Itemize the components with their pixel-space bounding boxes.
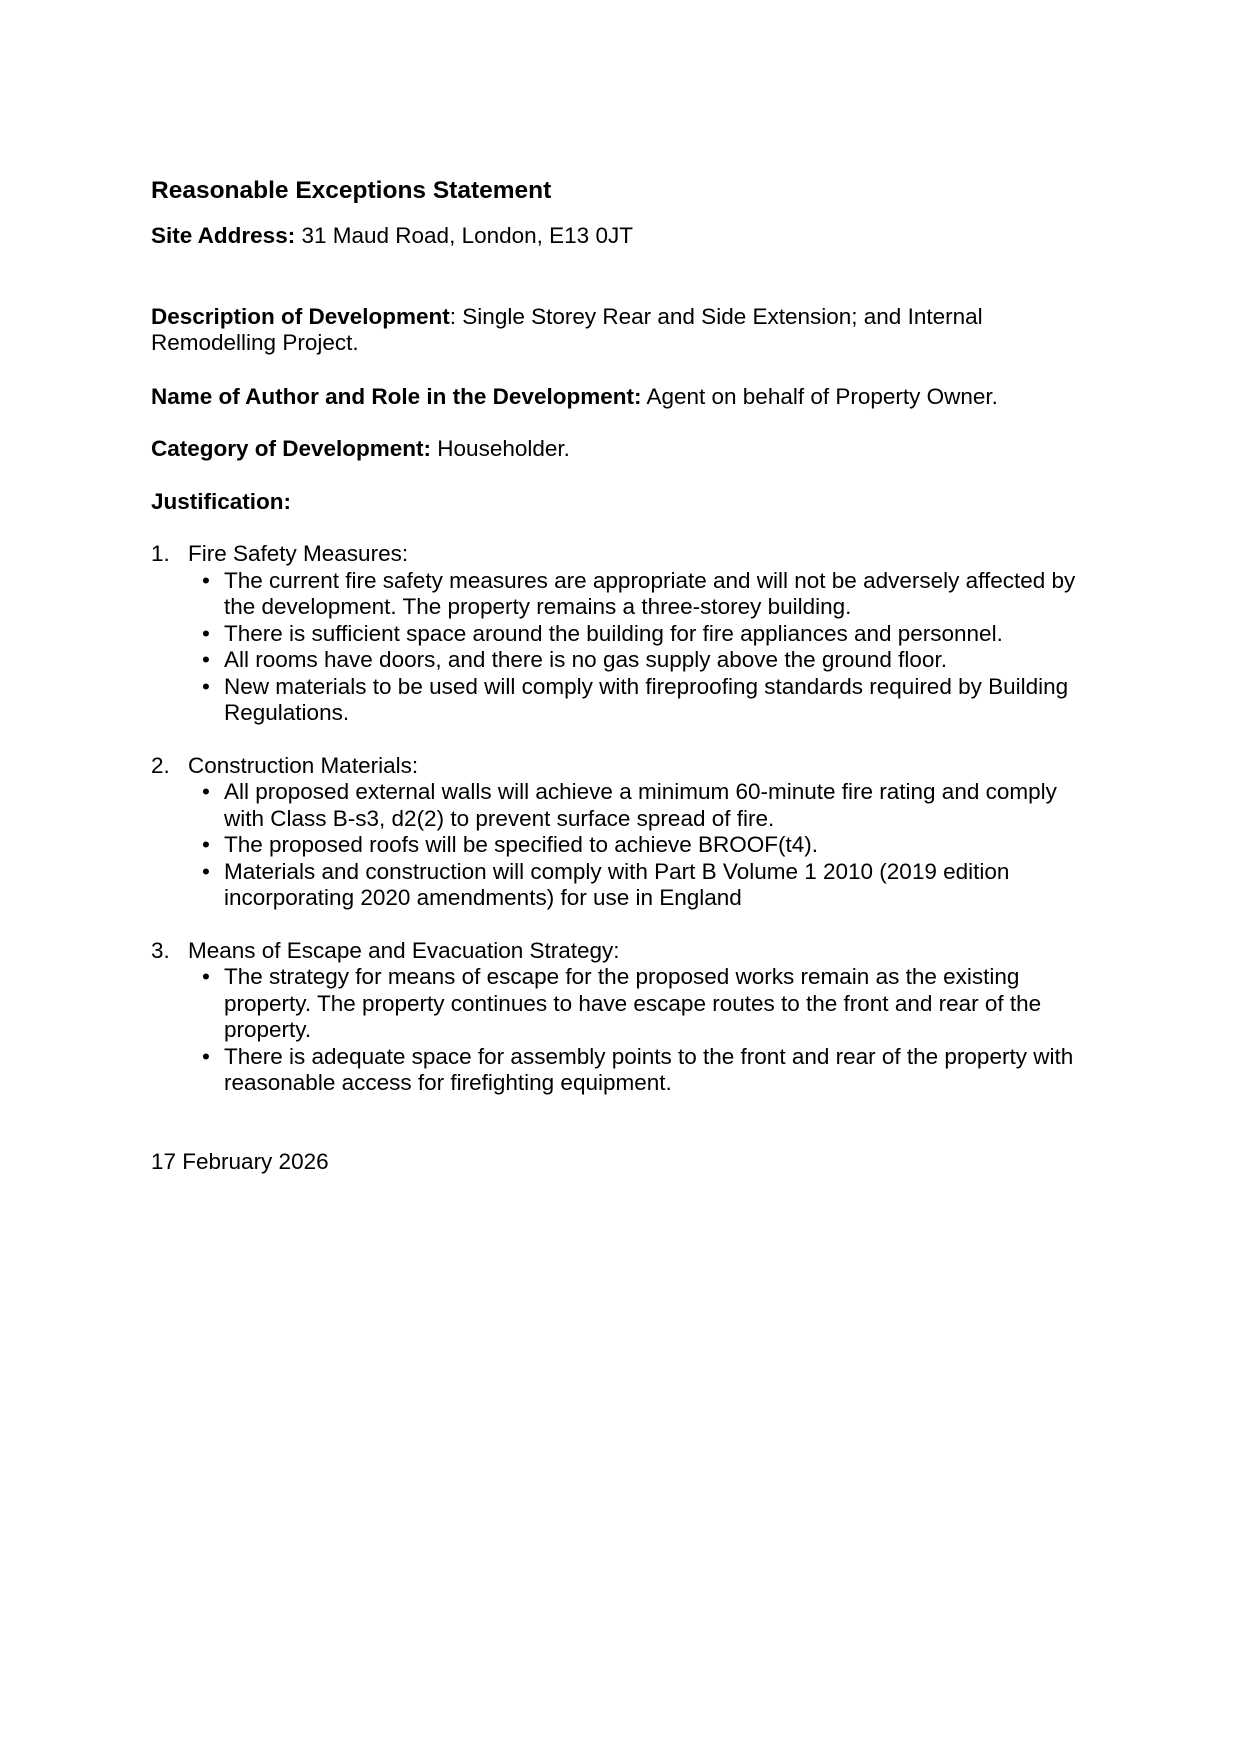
site-address-label: Site Address: bbox=[151, 223, 296, 248]
author-value: Agent on behalf of Property Owner. bbox=[641, 383, 998, 409]
section-number: 1. bbox=[151, 541, 170, 566]
list-item bbox=[188, 568, 1101, 621]
list-item bbox=[188, 832, 1101, 859]
justification-section-construction-materials bbox=[151, 753, 1101, 912]
description-label: Description of Development bbox=[151, 303, 450, 329]
document-page bbox=[151, 176, 1101, 1175]
list-item-text: The proposed roofs will be specified to achieve BROOF(t4). bbox=[224, 832, 819, 857]
section-heading bbox=[151, 938, 1101, 965]
document-title: Reasonable Exceptions Statement bbox=[151, 177, 552, 204]
list-item bbox=[188, 859, 1101, 912]
justification-section-fire-safety bbox=[151, 541, 1101, 727]
list-item bbox=[188, 674, 1101, 727]
list-item bbox=[188, 964, 1101, 1044]
list-item-text: New materials to be used will comply with fireproofing standards required by Building Regulations. bbox=[224, 673, 1069, 725]
list-item bbox=[188, 647, 1101, 674]
list-item bbox=[188, 621, 1101, 648]
section-number: 2. bbox=[151, 752, 170, 778]
section-number: 3. bbox=[151, 937, 170, 963]
list-item-text: There is adequate space for assembly points to the front and rear of the property with reasonable access for firefighting equipment. bbox=[224, 1043, 1074, 1095]
category-value: Householder. bbox=[431, 436, 570, 461]
section-title: Fire Safety Measures: bbox=[188, 541, 409, 566]
author-label: Name of Author and Role in the Development: bbox=[151, 383, 642, 409]
justification-section-means-of-escape bbox=[151, 938, 1101, 1097]
development-description bbox=[151, 304, 1101, 357]
category-label: Category of Development: bbox=[151, 436, 432, 461]
bullet-icon: • bbox=[202, 673, 210, 699]
list-item bbox=[188, 779, 1101, 832]
section-heading bbox=[151, 753, 1101, 780]
list-item-text: The current fire safety measures are appropriate and will not be adversely affected by the development. The property remains a three-storey building. bbox=[224, 567, 1076, 619]
section-title: Means of Escape and Evacuation Strategy: bbox=[188, 937, 620, 963]
list-item-text: All rooms have doors, and there is no gas supply above the ground floor. bbox=[224, 647, 947, 672]
bullet-icon: • bbox=[202, 858, 210, 884]
bullet-list bbox=[151, 964, 1101, 1097]
section-title: Construction Materials: bbox=[188, 752, 419, 778]
bullet-list bbox=[151, 779, 1101, 912]
bullet-icon: • bbox=[202, 647, 210, 672]
list-item-text: All proposed external walls will achieve a minimum 60-minute fire rating and comply with Class B-s3, d2(2) to prevent surface spread of fire. bbox=[224, 779, 1057, 831]
development-category bbox=[151, 436, 1101, 463]
site-address bbox=[151, 223, 1101, 250]
section-heading bbox=[151, 541, 1101, 568]
description-value: : Single Storey Rear and Side Extension; and Internal Remodelling Project. bbox=[151, 303, 983, 355]
document-date: 17 February 2026 bbox=[151, 1148, 329, 1174]
bullet-icon: • bbox=[202, 832, 210, 857]
list-item-text: The strategy for means of escape for the proposed works remain as the existing property. The property continues to have escape routes to the front and rear of the property. bbox=[224, 964, 1042, 1042]
bullet-icon: • bbox=[202, 779, 210, 804]
justification-heading: Justification: bbox=[151, 488, 292, 514]
bullet-list bbox=[151, 568, 1101, 727]
site-address-value: 31 Maud Road, London, E13 0JT bbox=[295, 223, 633, 248]
bullet-icon: • bbox=[202, 964, 210, 989]
list-item-text: Materials and construction will comply with Part B Volume 1 2010 (2019 edition incorporating 2020 amendments) for use in England bbox=[224, 858, 1010, 910]
bullet-icon: • bbox=[202, 1043, 210, 1069]
list-item bbox=[188, 1044, 1101, 1097]
bullet-icon: • bbox=[202, 620, 210, 646]
list-item-text: There is sufficient space around the building for fire appliances and personnel. bbox=[224, 620, 1003, 646]
bullet-icon: • bbox=[202, 567, 210, 593]
author-role bbox=[151, 384, 1101, 411]
